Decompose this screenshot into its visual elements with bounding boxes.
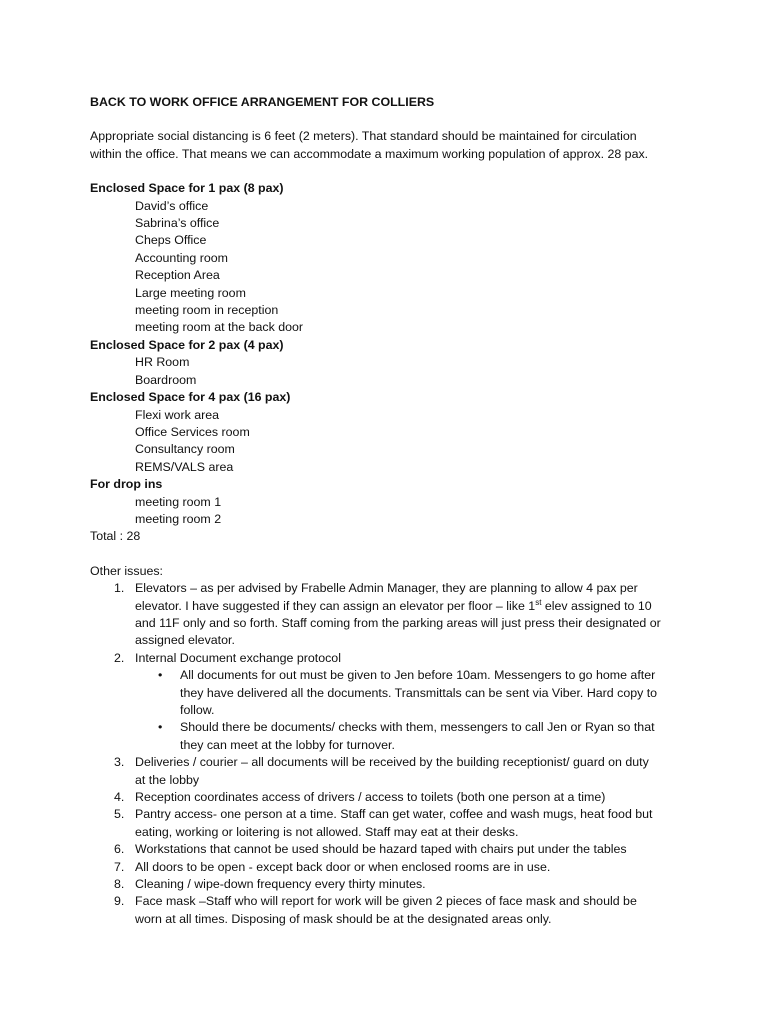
issue-text: All doors to be open - except back door or when enclosed rooms are in use. <box>135 859 551 874</box>
bullet-mark: • <box>158 668 163 683</box>
issue-number: 6. <box>114 842 125 857</box>
issue-number: 4. <box>114 790 125 805</box>
room-item: Consultancy room <box>135 442 235 457</box>
issue-line <box>135 615 690 632</box>
issue-number: 7. <box>114 859 125 874</box>
issue-text: elevator. I have suggested if they can assign an elevator per floor – like 1 <box>135 598 536 613</box>
other-issues-label: Other issues: <box>90 563 163 578</box>
issue-text: elev assigned to 10 <box>541 598 652 613</box>
issue-line <box>135 632 690 649</box>
section-heading: Enclosed Space for 1 pax (8 pax) <box>90 181 284 196</box>
room-item: Large meeting room <box>135 285 246 300</box>
issue-line <box>135 824 690 841</box>
spacer <box>90 163 690 180</box>
issue-item <box>90 650 690 754</box>
issue-line <box>135 650 690 667</box>
issue-line <box>135 580 690 597</box>
bullet-line: they can meet at the lobby for turnover. <box>180 737 395 752</box>
issue-number: 9. <box>114 894 125 909</box>
room-item: meeting room in reception <box>135 303 279 318</box>
sub-bullet-list <box>135 667 690 754</box>
section-heading: Enclosed Space for 2 pax (4 pax) <box>90 337 284 352</box>
intro-line-2: within the office. That means we can accommodate a maximum working population of approx. 28 pax. <box>90 146 649 161</box>
room-item: Accounting room <box>135 250 228 265</box>
issue-text: Face mask –Staff who will report for work will be given 2 pieces of face mask and should be <box>135 894 637 909</box>
room-item: David’s office <box>135 198 209 213</box>
document-title: BACK TO WORK OFFICE ARRANGEMENT FOR COLLIERS <box>90 95 435 109</box>
document-body <box>90 94 690 928</box>
ordinal-suffix: st <box>535 597 542 607</box>
section-heading: Enclosed Space for 4 pax (16 pax) <box>90 390 291 405</box>
issue-line <box>135 893 690 910</box>
bullet-line: they have delivered all the documents. Transmittals can be sent via Viber. Hard copy to <box>180 685 658 700</box>
room-item: Sabrina’s office <box>135 216 220 231</box>
issue-line <box>135 876 690 893</box>
issue-text: Cleaning / wipe-down frequency every thirty minutes. <box>135 877 426 892</box>
room-item: Office Services room <box>135 424 250 439</box>
spacer <box>90 546 690 563</box>
issue-text: Elevators – as per advised by Frabelle Admin Manager, they are planning to allow 4 pax per <box>135 581 638 596</box>
room-item: Flexi work area <box>135 407 220 422</box>
room-item: meeting room 2 <box>135 511 222 526</box>
issue-text: and 11F only and so forth. Staff coming from the parking areas will just press their designated or <box>135 615 661 630</box>
space-sections <box>90 180 690 528</box>
issue-line <box>135 789 690 806</box>
issue-item <box>90 893 690 928</box>
sub-bullet-item <box>135 719 690 754</box>
issue-item <box>90 789 690 806</box>
issue-text: eating, working or loitering is not allowed. Staff may eat at their desks. <box>135 824 519 839</box>
issue-item <box>90 859 690 876</box>
spacer <box>90 111 690 128</box>
issue-line <box>135 598 690 615</box>
issue-line <box>135 911 690 928</box>
issues-list <box>90 580 690 928</box>
issue-number: 8. <box>114 877 125 892</box>
issue-number: 3. <box>114 755 125 770</box>
bullet-line: Should there be documents/ checks with them, messengers to call Jen or Ryan so that <box>180 720 655 735</box>
issue-text: at the lobby <box>135 772 200 787</box>
issue-item <box>90 580 690 650</box>
issue-item <box>90 806 690 841</box>
issue-line <box>135 772 690 789</box>
issue-number: 5. <box>114 807 125 822</box>
room-item: REMS/VALS area <box>135 459 234 474</box>
issue-item <box>90 754 690 789</box>
issue-line <box>135 754 690 771</box>
sub-bullet-item <box>135 667 690 719</box>
room-item: Reception Area <box>135 268 220 283</box>
issue-text: Workstations that cannot be used should be hazard taped with chairs put under the tables <box>135 842 627 857</box>
issue-text: Deliveries / courier – all documents will be received by the building receptionist/ guard on duty <box>135 755 649 770</box>
room-item: Cheps Office <box>135 233 207 248</box>
issue-item <box>90 841 690 858</box>
issue-text: assigned elevator. <box>135 633 235 648</box>
issue-text: Reception coordinates access of drivers / access to toilets (both one person at a time) <box>135 790 606 805</box>
issue-line <box>135 806 690 823</box>
section-heading: For drop ins <box>90 477 163 492</box>
bullet-line: follow. <box>180 703 215 717</box>
issue-text: Pantry access- one person at a time. Staff can get water, coffee and wash mugs, heat food but <box>135 807 653 822</box>
issue-text: worn at all times. Disposing of mask should be at the designated areas only. <box>135 911 552 926</box>
issue-line <box>135 859 690 876</box>
issue-number: 2. <box>114 650 125 665</box>
issue-number: 1. <box>114 581 125 596</box>
bullet-mark: • <box>158 720 163 735</box>
room-item: Boardroom <box>135 372 197 387</box>
room-item: meeting room 1 <box>135 494 222 509</box>
issue-text: Internal Document exchange protocol <box>135 650 341 665</box>
room-item: meeting room at the back door <box>135 320 304 335</box>
issue-item <box>90 876 690 893</box>
room-item: HR Room <box>135 355 190 370</box>
issue-line <box>135 841 690 858</box>
bullet-line: All documents for out must be given to Jen before 10am. Messengers to go home after <box>180 668 656 683</box>
intro-line-1: Appropriate social distancing is 6 feet (2 meters). That standard should be maintained for circulation <box>90 129 637 144</box>
total-line: Total : 28 <box>90 529 141 544</box>
